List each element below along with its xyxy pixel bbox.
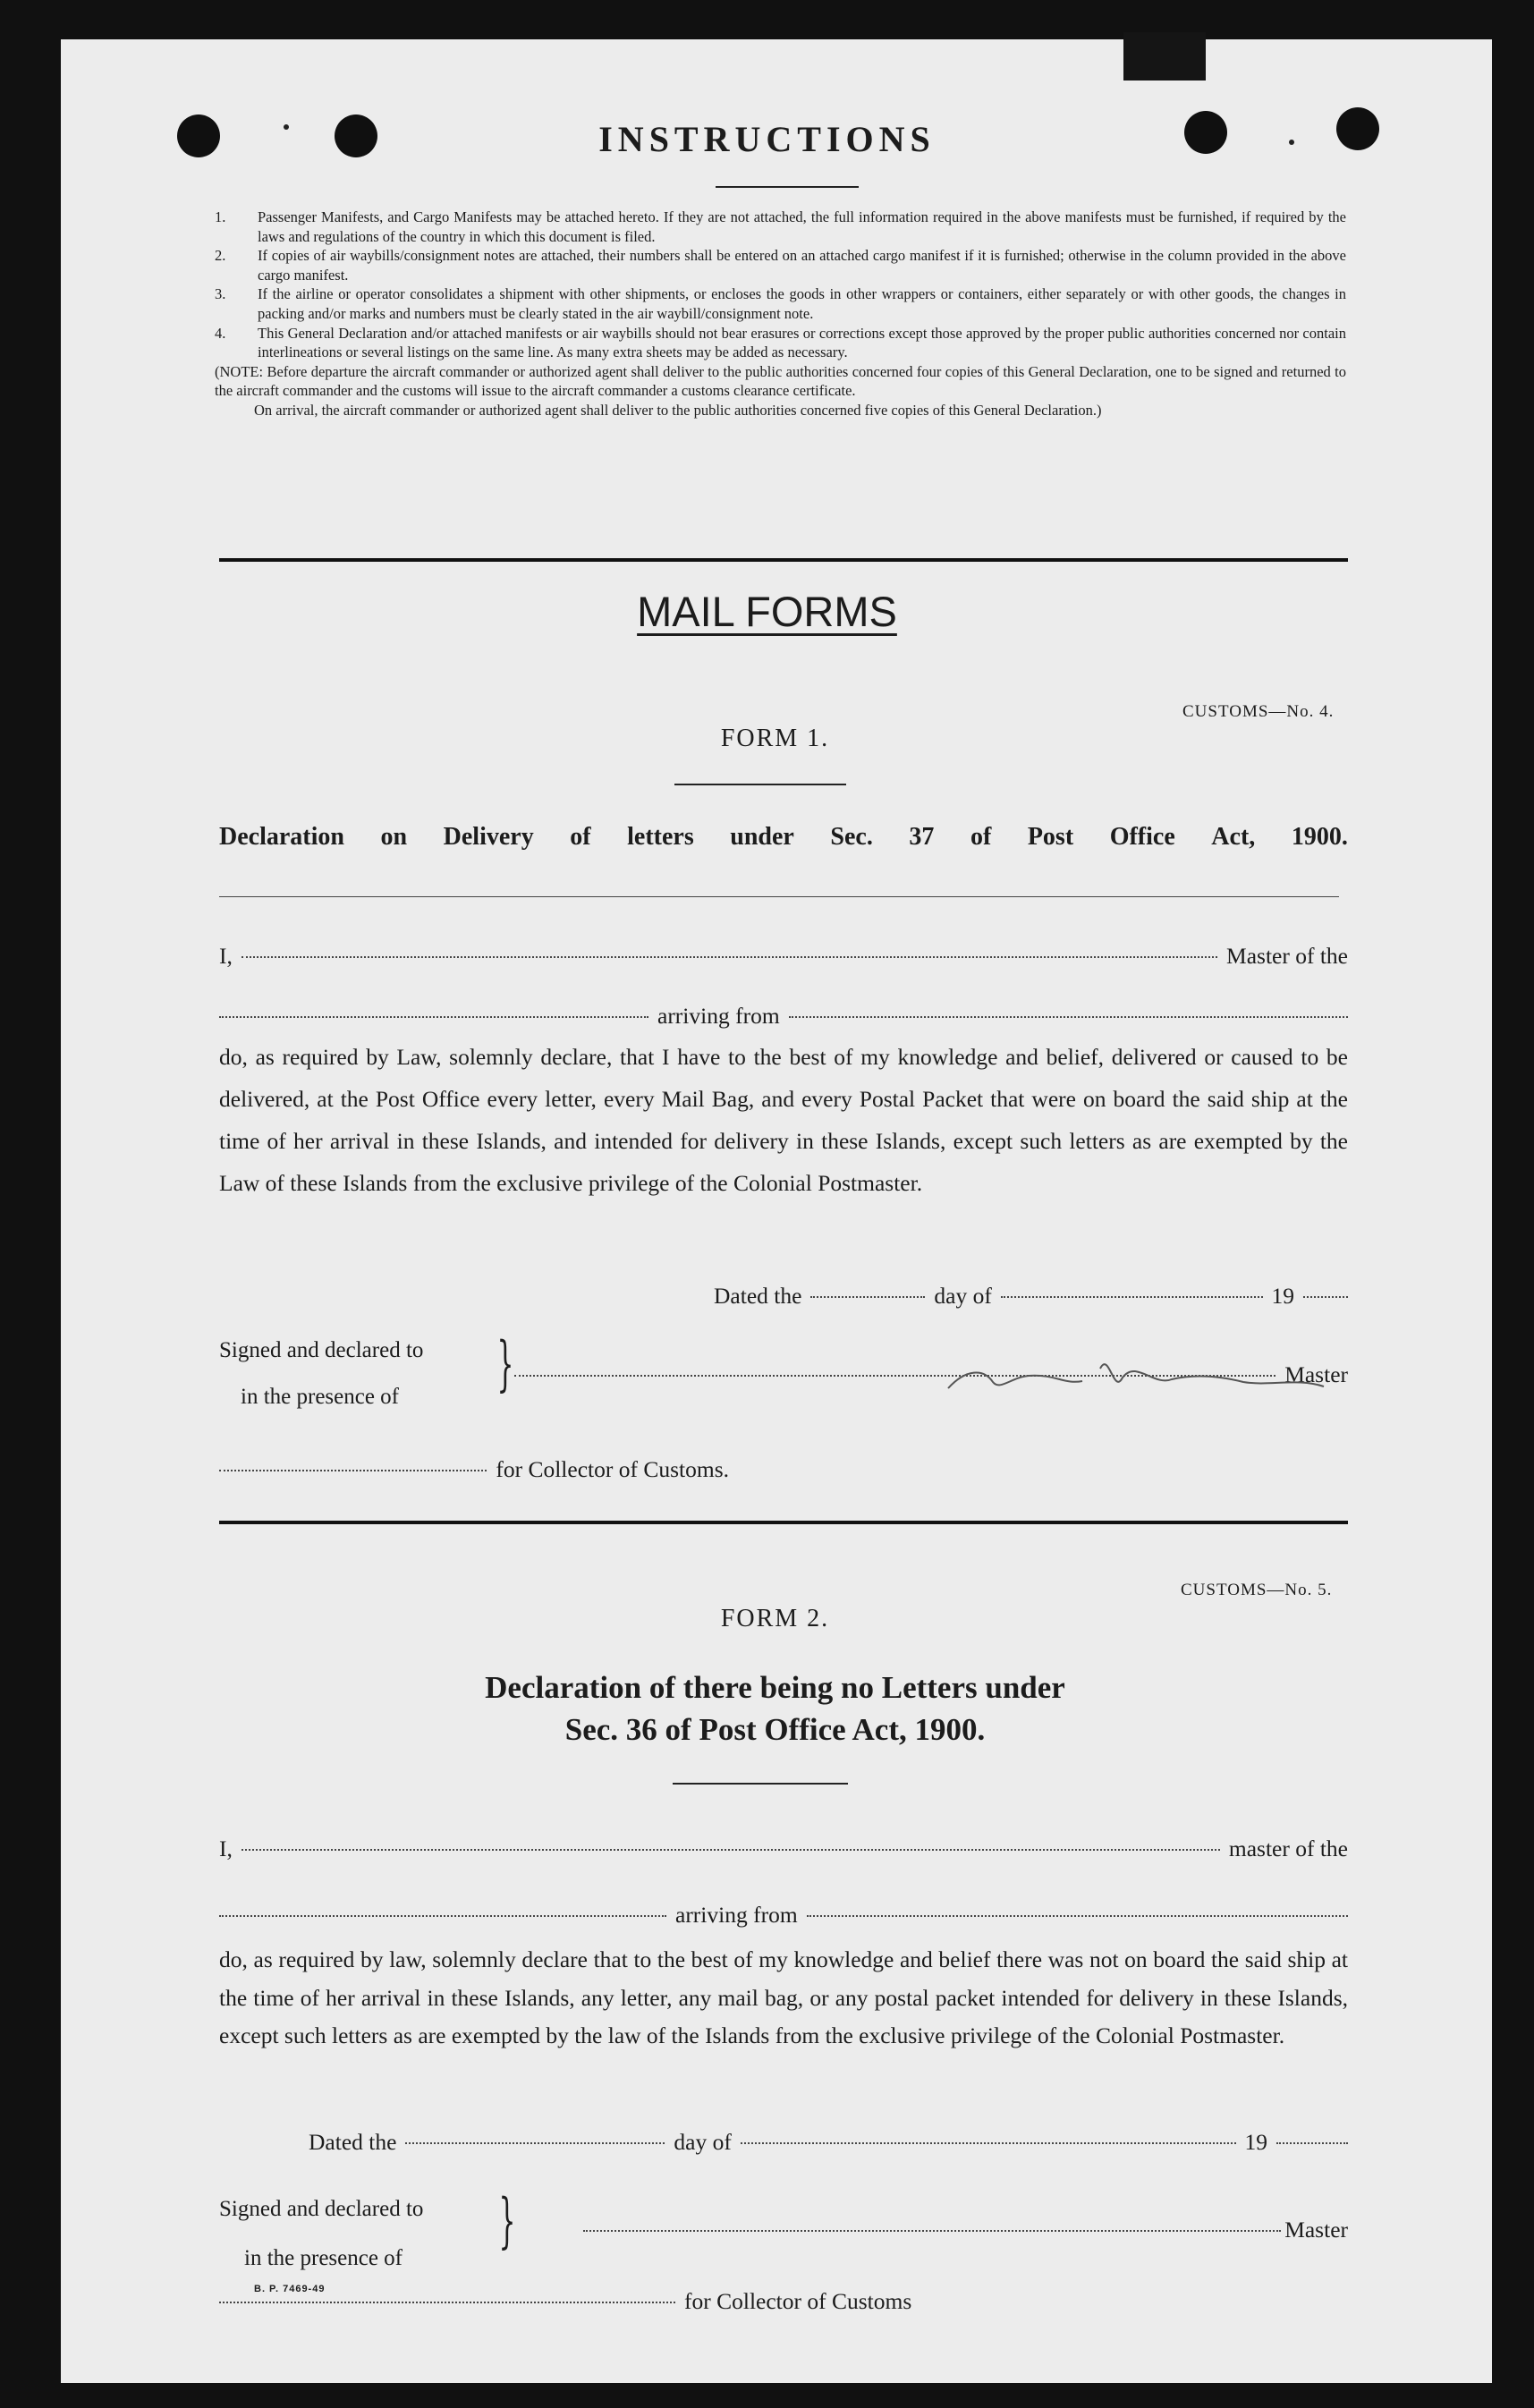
form1-declaration-body: do, as required by Law, solemnly declare, that I have to the best of my knowledge and belief, delivered or caused to be delivered, at the Post Office every letter, every Mail Bag, and every Postal Packet that were on board the said ship at the time of her arrival in these Islands, and intended for delivery in these Islands, except such letters as are exempted by the Law of these Islands from the exclusive privilege of the Colonial Postmaster.: [219, 1044, 1348, 1196]
customs-number-form2: CUSTOMS—No. 5.: [1181, 1581, 1333, 1599]
collector-signature-field[interactable]: [219, 2301, 675, 2303]
declaration-word: of: [970, 823, 992, 851]
ship-name-field[interactable]: [219, 1015, 648, 1018]
declaration-word: under: [730, 823, 794, 851]
instruction-text: Passenger Manifests, and Cargo Manifests may be attached hereto. If they are not attached, the full information required in the above manifests must be furnished, if required by the laws and regulations of the country in which this document is filed.: [258, 208, 1346, 245]
section-divider: [219, 1521, 1348, 1524]
arriving-from-label: arriving from: [675, 1902, 798, 1928]
year-prefix: 19: [1271, 1283, 1294, 1309]
instruction-text: This General Declaration and/or attached manifests or air waybills should not bear erasures or corrections except those approved by the proper public authorities concerned nor contain interlineations or several listings on the same line. As many extra sheets may be added as necessary.: [258, 324, 1346, 361]
declaration-word: of: [570, 823, 591, 851]
form1-title-rule: [219, 896, 1339, 897]
master-label: Master: [1284, 1361, 1348, 1387]
instruction-number: 1.: [215, 208, 226, 225]
signed-line-2: in the presence of: [241, 1385, 400, 1409]
form2-declaration-title: [0, 1666, 1534, 1751]
form1-arriving-line: [219, 1003, 1348, 1030]
form1-declaration-title: [219, 823, 1348, 852]
dark-tab: [1123, 32, 1206, 81]
declaration-word: Act,: [1211, 823, 1256, 851]
form2-date-line: [309, 2129, 1348, 2156]
form2-title-rule: [673, 1783, 848, 1785]
form2-collector-line: [219, 2288, 944, 2315]
form1-label-rule: [674, 784, 846, 785]
instruction-number: 4.: [215, 324, 226, 342]
for-collector-label: for Collector of Customs.: [496, 1456, 729, 1482]
form1-collector-line: [219, 1456, 729, 1483]
declaration-word: on: [380, 823, 408, 851]
date-month-field[interactable]: [741, 2141, 1236, 2144]
form2-master-signature-line: [583, 2217, 1348, 2243]
declaration-word: Office: [1109, 823, 1175, 851]
instruction-item: [215, 324, 1346, 362]
declaration-word: Delivery: [443, 823, 534, 851]
declaration-word: Sec.: [830, 823, 873, 851]
handwritten-signature: [930, 1342, 1342, 1404]
year-field[interactable]: [1303, 1295, 1348, 1298]
signed-line-2: in the presence of: [244, 2246, 403, 2270]
declaration-word: letters: [627, 823, 694, 851]
day-of-label: day of: [674, 2129, 732, 2155]
form2-declaration-body: do, as required by law, solemnly declare that to the best of my knowledge and belief there was not on board the said ship at the time of her arrival in these Islands, any letter, any mail bag, or any postal packet intended for delivery in these Islands, except such letters as are exempted by the law of the Islands from the exclusive privilege of the Colonial Postmaster.: [219, 1946, 1348, 2048]
form2-arriving-line: [219, 1902, 1348, 1929]
master-label: Master: [1284, 2217, 1348, 2243]
origin-field[interactable]: [789, 1015, 1348, 1018]
form1-date-line: [714, 1283, 1348, 1310]
note-departure: (NOTE: Before departure the aircraft commander or authorized agent shall deliver to the public authorities concerned four copies of this General Declaration, one to be signed and returned to the aircraft commander and the customs will issue to the aircraft commander a customs clearance certificate.: [215, 362, 1346, 400]
form2-label: FORM 2.: [720, 1605, 830, 1632]
ship-name-field[interactable]: [219, 1914, 666, 1917]
declaration-word: 37: [909, 823, 935, 851]
dated-the-label: Dated the: [714, 1283, 802, 1309]
date-month-field[interactable]: [1001, 1295, 1263, 1298]
master-of-the-label: master of the: [1228, 1836, 1348, 1861]
mail-forms-heading: MAIL FORMS: [637, 588, 897, 635]
master-name-field[interactable]: [242, 1848, 1220, 1851]
declaration-word: Declaration: [219, 823, 344, 851]
dated-the-label: Dated the: [309, 2129, 397, 2155]
brace: }: [496, 1329, 514, 1398]
declaration-word: 1900.: [1291, 823, 1348, 851]
signed-line-1: Signed and declared to: [219, 1338, 424, 1362]
declaration-title-line-2: Sec. 36 of Post Office Act, 1900.: [564, 1712, 986, 1747]
form1-label: FORM 1.: [720, 725, 830, 752]
form2-signed-label: [219, 2184, 423, 2283]
year-prefix: 19: [1244, 2129, 1267, 2155]
form1-signed-label: [219, 1327, 423, 1420]
print-code: B. P. 7469-49: [254, 2284, 326, 2294]
master-signature-field[interactable]: [583, 2229, 1281, 2232]
i-label: I,: [219, 943, 233, 969]
instruction-number: 3.: [215, 285, 226, 303]
instruction-text: If copies of air waybills/consignment notes are attached, their numbers shall be entered on an attached cargo manifest if it is furnished; otherwise in the column provided in the above cargo manifest.: [258, 247, 1346, 284]
brace: }: [498, 2186, 516, 2255]
signed-line-1: Signed and declared to: [219, 2197, 424, 2221]
title-underline: [716, 186, 859, 188]
instruction-item: [215, 246, 1346, 284]
instruction-text: If the airline or operator consolidates a shipment with other shipments, or encloses the goods in other wrappers or containers, either separately or with other goods, the changes in packing and/or marks and numbers must be clearly stated in the air waybill/consignment note.: [258, 285, 1346, 322]
collector-signature-field[interactable]: [219, 1469, 487, 1471]
form1-master-line: [219, 943, 1348, 970]
declaration-word: Post: [1027, 823, 1074, 851]
date-day-field[interactable]: [810, 1295, 925, 1298]
instruction-note: [215, 362, 1346, 420]
date-day-field[interactable]: [405, 2141, 665, 2144]
instructions-list: [215, 208, 1346, 420]
i-label: I,: [219, 1836, 233, 1861]
for-collector-label: for Collector of Customs: [684, 2288, 912, 2314]
declaration-title-line-1: Declaration of there being no Letters under: [485, 1670, 1065, 1705]
day-of-label: day of: [934, 1283, 992, 1309]
master-name-field[interactable]: [242, 955, 1217, 958]
note-arrival: On arrival, the aircraft commander or authorized agent shall deliver to the public authorities concerned five copies of this General Declaration.): [254, 401, 1102, 419]
form2-master-line: [219, 1836, 1348, 1862]
instruction-item: [215, 208, 1346, 246]
year-field[interactable]: [1276, 2141, 1348, 2144]
customs-number-form1: CUSTOMS—No. 4.: [1182, 702, 1335, 721]
master-of-the-label: Master of the: [1226, 943, 1348, 969]
instructions-title: INSTRUCTIONS: [598, 119, 936, 159]
arriving-from-label: arriving from: [657, 1003, 780, 1029]
origin-field[interactable]: [807, 1914, 1348, 1917]
section-divider: [219, 558, 1348, 562]
instruction-number: 2.: [215, 247, 226, 265]
instruction-item: [215, 284, 1346, 323]
